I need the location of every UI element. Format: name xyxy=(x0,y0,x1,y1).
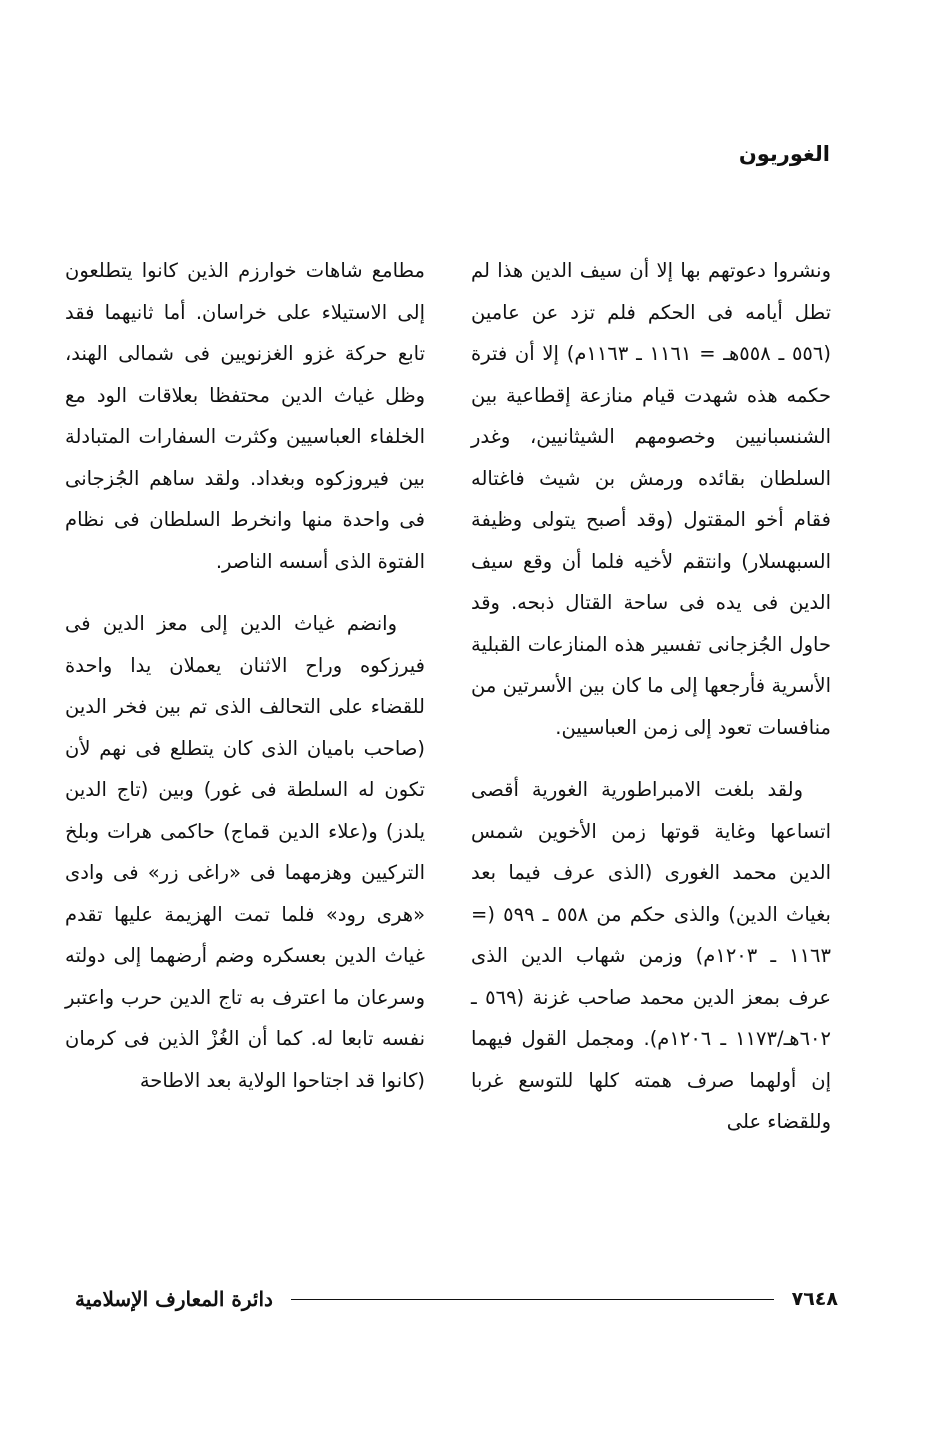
right-column-paragraph-1: ونشروا دعوتهم بها إلا أن سيف الدين هذا لم تطل أيامه فى الحكم فلم تزد عن عامين (٥٥٦ ـ ٥٥٨هـ = ١١٦١ ـ ١١٦٣م) إلا أن فترة حكمه هذه شهدت قيام منازعة إقطاعية بين الشنسبانيين وخصومهم الشيثانيين، وغدر السلطان بقائده ورمش بن شيث فاغتاله فقام أخو المقتول (وقد أصبح يتولى وظيفة السبهسلار) وانتقم لأخيه فلما أن وقع سيف الدين فى يده فى ساحة القتال ذبحه. وقد حاول الجُزجانى تفسير هذه المنازعات القبلية الأسرية فأرجعها إلى ما كان بين الأسرتين من منافسات تعود إلى زمن العباسيين. xyxy=(471,259,831,739)
encyclopedia-title: دائرة المعارف الإسلامية xyxy=(75,1287,273,1311)
left-column-paragraph-1: مطامع شاهات خوارزم الذين كانوا يتطلعون إلى الاستيلاء على خراسان. أما ثانيهما فقد تابع حركة غزو الغزنويين فى شمالى الهند، وظل غياث الدين محتفظا بعلاقات الود مع الخلفاء العباسيين وكثرت السفارات المتبادلة بين فيروزكوه وبغداد. ولقد ساهم الجُزجانى فى واحدة منها وانخرط السلطان فى نظام الفتوة الذى أسسه الناصر. xyxy=(65,259,425,573)
page-footer xyxy=(75,1284,838,1314)
right-column-paragraph-2: ولقد بلغت الامبراطورية الغورية أقصى اتساعها وغاية قوتها زمن الأخوين شمس الدين محمد الغورى (الذى عرف فيما بعد بغياث الدين) والذى حكم من ٥٥٨ ـ ٥٩٩ (= ١١٦٣ ـ ١٢٠٣م) وزمن شهاب الدين الذى عرف بمعز الدين محمد صاحب غزنة (٥٦٩ ـ ٦٠٢هـ/١١٧٣ ـ ١٢٠٦م). ومجمل القول فيهما إن أولهما صرف همته كلها للتوسع غربا وللقضاء على xyxy=(471,778,831,1133)
left-column xyxy=(65,250,425,1122)
left-column-paragraph-2: وانضم غياث الدين إلى معز الدين فى فيرزكوه وراح الاثنان يعملان يدا واحدة للقضاء على التحالف الذى تم بين فخر الدين (صاحب باميان الذى كان يتطلع فى نهم لأن تكون له السلطة فى غور) وبين (تاج الدين يلدز) و(علاء الدين قماج) حاكمى هرات وبلخ التركيين وهزمهما فى «راغى زر» فى وادى «هرى رود» فلما تمت الهزيمة عليها تقدم غياث الدين بعسكره وضم أرضهما إلى دولته وسرعان ما اعترف به تاج الدين حرب واعتبر نفسه تابعا له. كما أن الغُزْ الذين فى كرمان (كانوا قد اجتاحوا الولاية بعد الاطاحة xyxy=(65,612,425,1092)
running-title: الغوريون xyxy=(738,142,830,166)
right-column xyxy=(471,250,831,1164)
page-number: ٧٦٤٨ xyxy=(791,1288,838,1310)
footer-rule xyxy=(291,1299,774,1300)
